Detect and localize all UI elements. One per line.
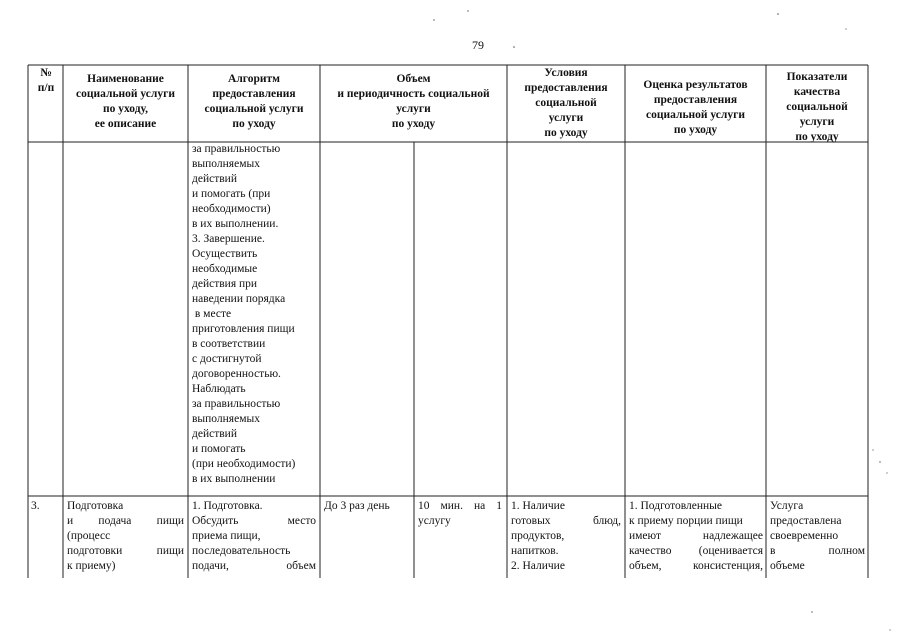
text-line: продуктов,: [511, 530, 565, 542]
header-quality: Показатели качества социальной услуги по уходу: [786, 71, 848, 143]
text-line: подачи, объем: [192, 560, 316, 572]
page-number: 79: [472, 38, 484, 52]
text-line: договоренностью.: [192, 368, 281, 380]
text-line: 2. Наличие: [511, 560, 565, 572]
text-line: в соответствии: [192, 338, 266, 350]
text-line: Обсудить место: [192, 515, 316, 527]
text-line: Наблюдать: [192, 383, 246, 395]
text-line: выполняемых: [192, 158, 260, 170]
text-line: готовых блюд,: [511, 515, 621, 527]
text-line: в их выполнении.: [192, 218, 279, 230]
text-line: 1. Подготовленные: [629, 500, 722, 512]
text-line: 3. Завершение.: [192, 233, 265, 245]
header-service-name: Наименование социальной услуги по уходу, ее описание: [76, 73, 175, 130]
text-line: и подача пищи: [67, 515, 184, 527]
text-line: и помогать: [192, 443, 246, 455]
text-line: (процесс: [67, 530, 111, 542]
text-line: и помогать (при: [192, 188, 271, 200]
text-line: своевременно: [770, 530, 839, 542]
text-line: напитков.: [511, 545, 559, 557]
row3-service-name: [67, 499, 184, 574]
text-line: с достигнутой: [192, 353, 262, 365]
text-line: 1. Подготовка.: [192, 500, 263, 512]
row3-evaluation: [629, 499, 763, 574]
text-line: имеют надлежащее: [629, 530, 763, 542]
row3-frequency: До 3 раз день: [324, 500, 390, 512]
text-line: 10 мин. на 1: [418, 500, 502, 512]
text-line: к приему порции пищи: [629, 515, 743, 527]
row3-conditions: [511, 499, 621, 574]
text-line: Подготовка: [67, 500, 124, 512]
row3-num: 3.: [31, 500, 40, 512]
text-line: объем, консистенция,: [629, 560, 763, 572]
text-line: (при необходимости): [192, 458, 296, 470]
text-line: в их выполнении: [192, 473, 276, 485]
text-line: Услуга: [770, 500, 804, 512]
text-line: в полном: [770, 545, 865, 557]
text-line: в месте: [192, 308, 232, 320]
text-line: действий: [192, 428, 237, 440]
continued-algorithm-text: [192, 142, 318, 487]
text-line: приготовления пищи: [192, 323, 295, 335]
text-line: за правильностью: [192, 398, 281, 410]
row3-duration: [418, 499, 502, 529]
text-line: необходимости): [192, 203, 271, 215]
header-algorithm: Алгоритм предоставления социальной услуги по уходу: [204, 73, 304, 130]
header-evaluation: Оценка результатов предоставления социальной услуги по уходу: [643, 79, 748, 136]
header-conditions: Условия предоставления социальной услуги по уходу: [524, 67, 608, 139]
text-line: предоставлена: [770, 515, 842, 527]
text-line: 1. Наличие: [511, 500, 565, 512]
header-num: № п/п: [37, 67, 55, 94]
text-line: услугу: [418, 515, 451, 527]
text-line: действий: [192, 173, 237, 185]
text-line: Осуществить: [192, 248, 258, 260]
row3-algorithm: [192, 499, 316, 574]
row3-quality: [770, 499, 865, 574]
header-volume: Объем и периодичность социальной услуги по уходу: [337, 73, 490, 130]
text-line: последовательность: [192, 545, 291, 557]
text-line: объеме: [770, 560, 805, 572]
text-line: наведении порядка: [192, 293, 286, 305]
text-line: необходимые: [192, 263, 258, 275]
text-line: за правильностью: [192, 143, 281, 155]
text-line: качество (оценивается: [629, 545, 763, 557]
text-line: выполняемых: [192, 413, 260, 425]
text-line: приема пищи,: [192, 530, 261, 542]
text-line: действия при: [192, 278, 258, 290]
text-line: к приему): [67, 560, 116, 572]
text-line: подготовки пищи: [67, 545, 184, 557]
